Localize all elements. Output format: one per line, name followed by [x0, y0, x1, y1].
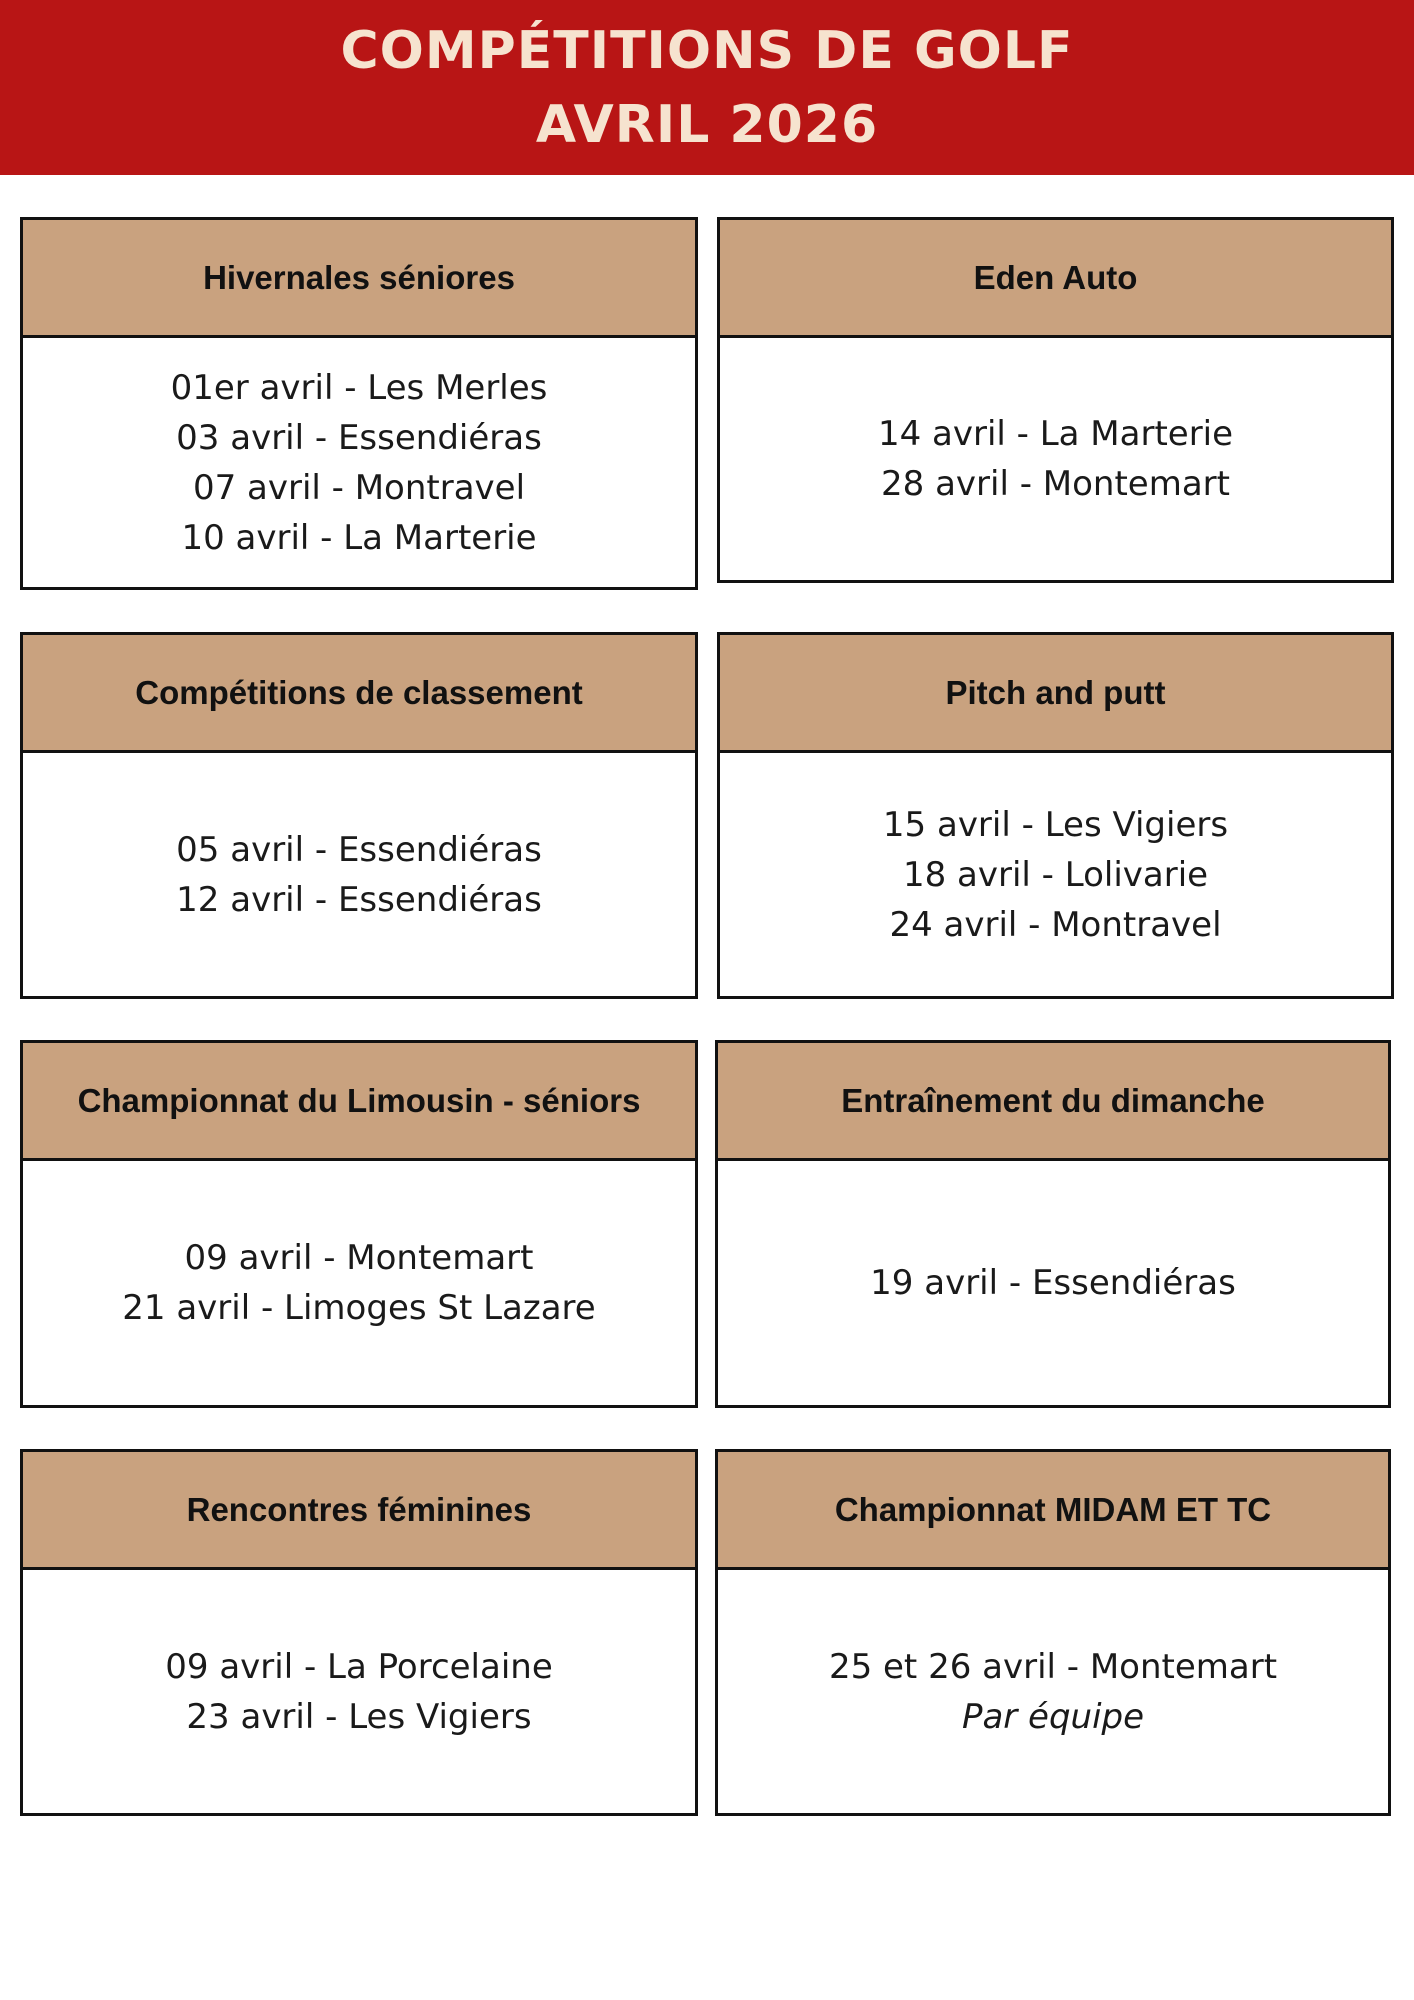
event-entry: 09 avril - Montemart	[184, 1238, 534, 1278]
event-entry: 24 avril - Montravel	[889, 904, 1222, 945]
event-entry: 21 avril - Limoges St Lazare	[122, 1288, 596, 1328]
card-header	[718, 1043, 1388, 1161]
competition-card-pitch-and-putt	[717, 632, 1394, 999]
card-title: Pitch and putt	[945, 673, 1166, 711]
page-subtitle-month: AVRIL 2026	[535, 94, 879, 155]
competition-card-eden-auto	[717, 217, 1394, 583]
event-entry: 03 avril - Essendiéras	[176, 417, 542, 458]
competition-card-hivernales	[20, 217, 698, 590]
card-body	[718, 1161, 1388, 1405]
event-entry: 14 avril - La Marterie	[877, 414, 1234, 454]
event-entry: 18 avril - Lolivarie	[902, 854, 1209, 895]
card-body	[720, 753, 1391, 996]
card-header	[23, 1043, 695, 1161]
card-title: Championnat MIDAM ET TC	[834, 1490, 1272, 1528]
event-entry: 01er avril - Les Merles	[170, 367, 548, 408]
event-entry: 09 avril - La Porcelaine	[165, 1646, 553, 1687]
event-entry: 15 avril - Les Vigiers	[882, 804, 1229, 845]
event-entry: 28 avril - Montemart	[881, 464, 1230, 504]
card-header	[720, 220, 1391, 338]
card-title: Entraînement du dimanche	[841, 1081, 1265, 1119]
page-title: COMPÉTITIONS DE GOLF	[340, 20, 1074, 81]
card-title: Eden Auto	[973, 258, 1138, 296]
event-entry: 23 avril - Les Vigiers	[186, 1696, 532, 1737]
event-note: Par équipe	[961, 1696, 1145, 1737]
event-entry: 07 avril - Montravel	[192, 467, 526, 508]
card-header	[23, 635, 695, 753]
card-header	[718, 1452, 1388, 1570]
card-header	[720, 635, 1391, 753]
competition-card-limousin-seniors	[20, 1040, 698, 1408]
card-body	[23, 1161, 695, 1405]
event-entry: 10 avril - La Marterie	[181, 517, 537, 558]
card-body	[720, 338, 1391, 580]
title-banner	[0, 0, 1414, 175]
event-entry: 05 avril - Essendiéras	[176, 829, 542, 870]
card-title: Championnat du Limousin - séniors	[77, 1081, 641, 1119]
card-body	[23, 338, 695, 587]
competition-card-midam-tc	[715, 1449, 1391, 1816]
competition-card-entrainement-dimanche	[715, 1040, 1391, 1408]
card-header	[23, 1452, 695, 1570]
card-title: Compétitions de classement	[135, 673, 583, 711]
card-body	[23, 753, 695, 996]
event-entry: 19 avril - Essendiéras	[870, 1263, 1236, 1303]
card-title: Rencontres féminines	[186, 1490, 532, 1528]
card-header	[23, 220, 695, 338]
card-body	[23, 1570, 695, 1813]
card-body	[718, 1570, 1388, 1813]
event-entry: 25 et 26 avril - Montemart	[828, 1646, 1278, 1687]
competition-card-classement	[20, 632, 698, 999]
event-entry: 12 avril - Essendiéras	[176, 879, 542, 920]
competition-card-rencontres-feminines	[20, 1449, 698, 1816]
card-title: Hivernales séniores	[203, 258, 515, 296]
